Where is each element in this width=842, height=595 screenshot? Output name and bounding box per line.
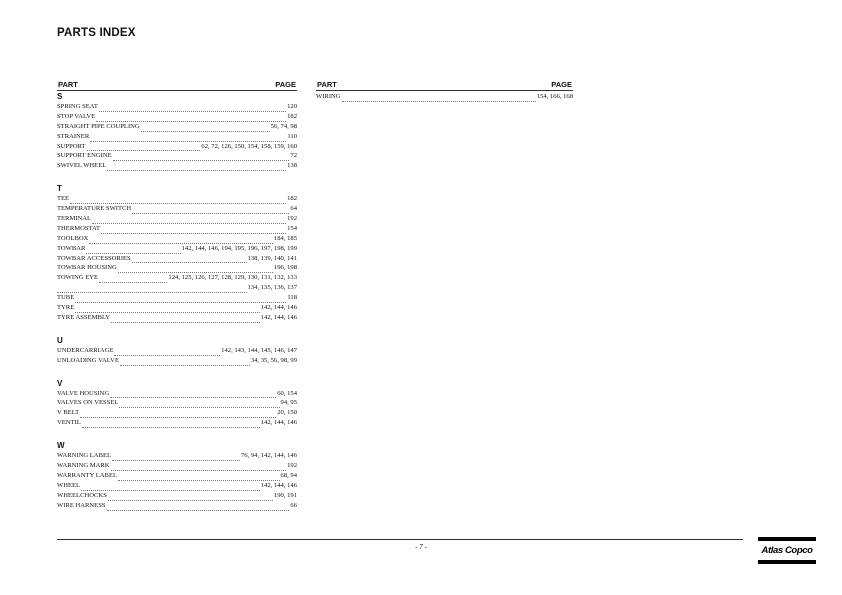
page-numbers: 142, 144, 146 [260,304,297,312]
dot-leader [80,410,276,418]
section-letter: V [57,378,63,388]
dot-leader [87,143,201,151]
dot-leader [90,134,286,142]
dot-leader [342,94,536,102]
part-name: V BELT [57,409,80,417]
part-name: VALVES ON VESSEL [57,399,119,407]
index-entry [57,234,297,244]
page-numbers: 192 [287,462,297,470]
index-entry [316,92,573,102]
page-numbers: 142, 144, 146 [260,313,297,321]
dot-leader [75,295,286,303]
index-entry [57,491,297,501]
part-name: TEMPERATURE SWITCH [57,205,132,213]
index-entry [57,214,297,224]
part-name: TOWBAR HOUSING [57,264,117,272]
dot-leader [70,196,286,204]
part-name: TOWBAR [57,244,86,252]
dot-leader [86,246,180,254]
part-name: TERMINAL [57,215,92,222]
page-numbers: 142, 144, 146 [260,419,297,427]
dot-leader [113,153,290,161]
section-letter: T [57,184,62,194]
dot-leader [101,226,286,234]
dot-leader [92,216,286,224]
index-entry [57,142,297,152]
index-entry [57,313,297,323]
dot-leader [75,305,260,313]
page-numbers: 196, 198 [273,264,297,272]
index-column-left [57,80,297,524]
dot-leader [112,453,240,461]
section-letter: U [57,335,63,345]
section-letter: W [57,441,65,451]
part-name: STRAINER [57,132,90,140]
dot-leader [132,206,289,214]
column-header [57,80,297,91]
page-numbers: 60, 154 [277,389,297,397]
page-header: PAGE [275,80,296,89]
page-numbers: 142, 144, 146 [260,481,297,489]
dot-leader [111,463,287,471]
page-numbers: 72 [290,152,297,160]
dot-leader [57,285,247,293]
page-numbers: 142, 144, 146, 194, 195, 196, 197, 198, 199 [181,244,297,252]
part-name: SUPPORT ENGINE [57,152,112,160]
index-entry [57,263,297,273]
page-numbers: 138 [287,162,297,170]
index-entry [57,102,297,112]
index-entry [57,244,297,254]
index-section [57,441,297,510]
page-title: PARTS INDEX [57,27,136,39]
atlas-copco-logo [758,537,816,567]
page-numbers: 120 [287,102,297,110]
index-entry [57,418,297,428]
part-name: WHEELCHOCKS [57,491,107,499]
part-name: UNLOADING VALVE [57,356,119,364]
part-name: STRAIGHT PIPE COUPLING [57,122,140,130]
part-name: TYRE ASSEMBLY [57,313,111,321]
part-name: WHEEL [57,481,81,489]
footer-divider [57,539,743,540]
index-entry [57,122,297,132]
index-entry-continuation [57,283,297,293]
page-numbers: 76, 94, 142, 144, 146 [240,452,297,460]
logo-text: Atlas Copco [761,545,813,556]
column-header [316,80,573,91]
part-name: SWIVEL WHEEL [57,162,107,170]
index-entry [57,273,297,283]
dot-leader [132,255,247,263]
part-name: UNDERCARRIAGE [57,346,114,354]
page-numbers: 190, 191 [273,491,297,499]
index-entry [57,398,297,408]
page-numbers: 68, 94 [280,471,297,479]
page-numbers: 154 [287,224,297,232]
page-numbers: 184, 185 [273,234,297,242]
index-section [57,92,297,171]
page-numbers: 142, 143, 144, 145, 146, 147 [221,346,297,354]
part-name: WARNING LABEL [57,452,112,460]
index-section [57,336,297,366]
part-name: SPRING SEAT [57,102,98,110]
part-name: TUBE [57,294,75,302]
index-entry [57,303,297,313]
dot-leader [107,503,290,511]
dot-leader [141,124,270,132]
page-numbers: 20, 150 [277,409,297,417]
page-numbers: 110 [287,132,297,140]
index-entry [57,481,297,491]
index-entry [57,204,297,214]
dot-leader [111,315,260,323]
index-entry [57,356,297,366]
logo-bar-top [758,537,816,541]
dot-leader [81,483,260,491]
page-header: PAGE [551,80,572,89]
page-numbers: 124, 125, 126, 127, 128, 129, 130, 131, 132, 133 [168,274,297,282]
page-numbers: 94, 95 [280,399,297,407]
part-name: WIRE HARNESS [57,501,106,509]
index-sections [57,92,297,511]
page-numbers: 182 [287,195,297,203]
index-column-right [316,80,573,102]
index-entry [57,451,297,461]
page-numbers: 192 [287,215,297,222]
dot-leader [89,236,273,244]
dot-leader [114,348,220,356]
dot-leader [82,420,260,428]
part-name: TYRE [57,304,75,312]
index-entry [57,389,297,399]
index-entry [57,112,297,122]
index-entry [57,408,297,418]
page-numbers: 182 [287,112,297,120]
part-name: TOWBAR ACCESSORIES [57,254,131,262]
index-section [57,379,297,429]
page-numbers: 66 [290,501,297,509]
page-numbers: 34, 35, 56, 98, 99 [250,356,297,364]
part-name: WARNING MARK [57,462,110,470]
dot-leader [96,114,286,122]
section-letter: S [57,92,63,101]
index-entry [57,132,297,142]
part-header: PART [317,80,337,89]
part-name: TEE [57,195,70,203]
dot-leader [118,473,280,481]
index-entry [57,346,297,356]
index-entry [57,293,297,303]
part-header: PART [58,80,78,89]
logo-bar-bottom [758,560,816,564]
part-name: WIRING [316,92,341,100]
page-numbers: 64 [290,205,297,213]
index-entry [57,151,297,161]
page-numbers: 62, 72, 126, 150, 154, 158, 159, 160 [201,142,297,150]
dot-leader [108,493,273,501]
dot-leader [118,265,273,273]
dot-leader [120,358,250,366]
part-name: VENTIL [57,419,81,427]
dot-leader [99,104,286,112]
dot-leader [110,390,276,398]
page-numbers: 138, 139, 140, 141 [247,254,297,262]
page-numbers: 118 [287,294,297,302]
dot-leader [107,163,286,171]
page-numbers: 154, 166, 168 [536,92,573,100]
part-name: TOWING EYE [57,274,99,282]
page-number: - 7 - [415,543,427,551]
index-entry [57,461,297,471]
dot-leader [119,400,279,408]
index-entry [57,194,297,204]
index-entries-right [316,92,573,102]
dot-leader [99,275,167,283]
part-name: TOOLBOX [57,234,89,242]
index-section [57,184,297,323]
index-entry [57,161,297,171]
page-numbers-continued: 134, 135, 136, 137 [247,284,297,292]
index-entry [57,471,297,481]
index-entry [57,254,297,264]
index-entry [57,224,297,234]
part-name: VALVE HOUSING [57,389,110,397]
part-name: THERMOSTAT [57,224,101,232]
index-entry [57,501,297,511]
page-numbers: 56, 74, 98 [270,122,297,130]
part-name: SUPPORT [57,142,86,150]
part-name: WARRANTY LABEL [57,471,118,479]
part-name: STOP VALVE [57,112,96,120]
